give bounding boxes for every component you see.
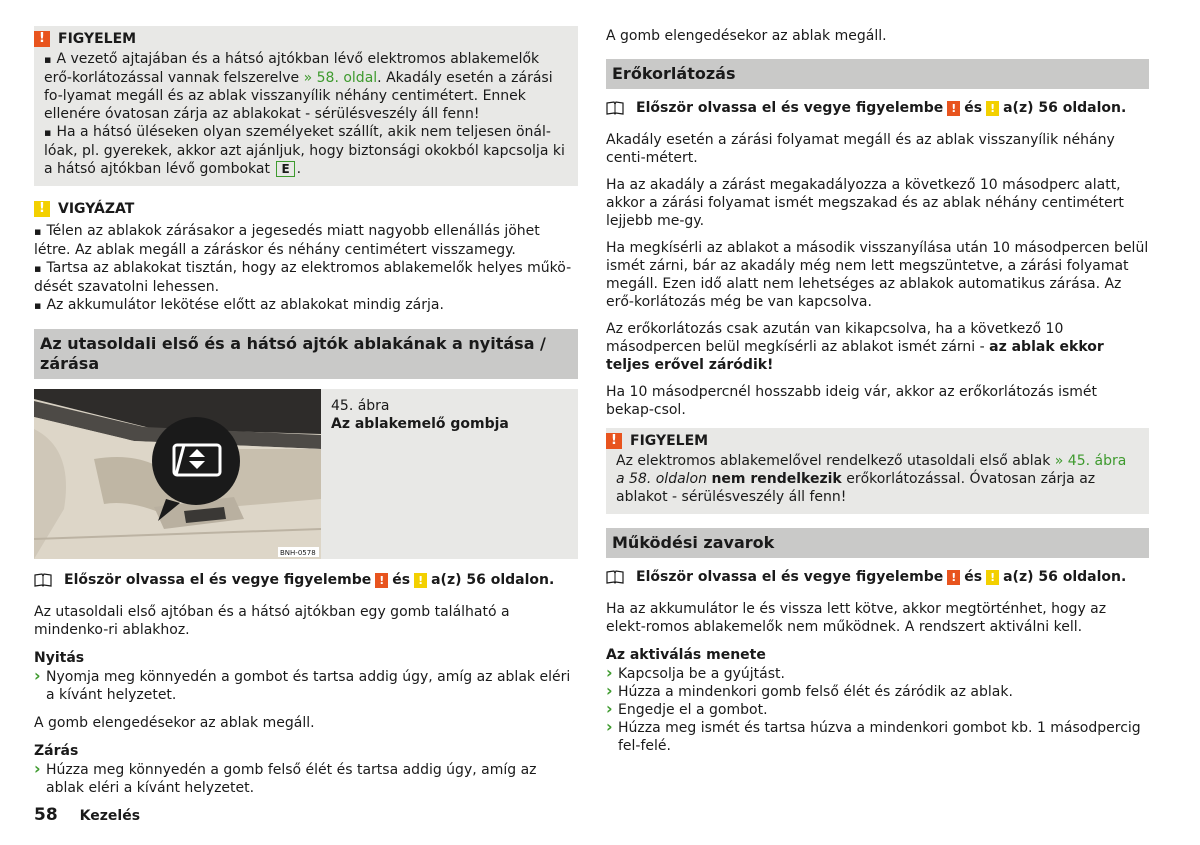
figure-link[interactable]: » 45. ábra — [1054, 453, 1127, 469]
figure-45 — [34, 389, 578, 559]
section-title-malfunctions: Működési zavarok — [606, 528, 1149, 558]
closing-title: Zárás — [34, 743, 79, 759]
caution-title: VIGYÁZAT — [58, 201, 135, 217]
figure-caption — [331, 397, 509, 433]
warning-text: A vezető ajtajában és a hátsó ajtókban lévő elektromos ablakemelők erő-korlátozással vannak felszerelve — [44, 51, 540, 86]
warning-header — [34, 30, 568, 48]
read-first-text: Először olvassa el és vegye figyelembe — [636, 569, 944, 585]
warning-box — [606, 428, 1149, 514]
left-column — [34, 26, 578, 807]
read-first-text: Először olvassa el és vegye figyelembe — [636, 100, 944, 116]
chapter-name: Kezelés — [79, 808, 141, 824]
read-first-note — [606, 568, 1149, 586]
page-ref: a 58. oldalon — [616, 471, 707, 487]
figure-title: Az ablakemelő gombja — [331, 416, 509, 432]
opening-release: A gomb elengedésekor az ablak megáll. — [34, 715, 315, 731]
activation-step: › Húzza a mindenkori gomb felső élét és záródik az ablak. — [606, 683, 1149, 701]
paragraph: Ha megkísérli az ablakot a második visszanyílása után 10 másodpercen belül ismét zárni, bár az akadály még nem lett megszüntetve, a zárási folyamat megáll. Ezen idő alatt nem lehetséges az ablakok automatikus zárása. Az erő-korlátozás még be van kapcsolva. — [606, 240, 1149, 310]
book-icon — [34, 573, 52, 587]
caution-icon: ! — [414, 573, 427, 588]
warning-text: . — [296, 161, 302, 177]
read-first-page: a(z) 56 oldalon. — [1003, 569, 1127, 585]
read-first-and: és — [392, 572, 411, 588]
activation-title: Az aktiválás menete — [606, 647, 766, 663]
caution-icon: ! — [34, 201, 50, 217]
paragraph-text: Az erőkorlátozás csak azután van kikapcsolva, ha a következő 10 másodpercen belül megkísérli az ablakot ismét zárni - — [606, 321, 1064, 355]
closing-release: A gomb elengedésekor az ablak megáll. — [606, 28, 887, 44]
activation-step: › Kapcsolja be a gyújtást. — [606, 665, 1149, 683]
warning-icon: ! — [375, 573, 388, 588]
figure-number: 45. ábra — [331, 398, 390, 414]
activation-step: › Engedje el a gombot. — [606, 701, 1149, 719]
warning-title: FIGYELEM — [630, 433, 709, 449]
caution-icon: ! — [986, 570, 999, 585]
caution-block — [34, 200, 578, 315]
read-first-page: a(z) 56 oldalon. — [431, 572, 555, 588]
figure-code: BNH-0578 — [280, 549, 316, 557]
caution-icon: ! — [986, 101, 999, 116]
button-e-label: E — [276, 161, 294, 177]
caution-bullet: ▪ Télen az ablakok zárásakor a jegesedés miatt nagyobb ellenállás jöhet létre. Az ablak megáll a záráskor és néhány centimétert visszamegy. — [34, 222, 578, 259]
paragraph: Ha 10 másodpercnél hosszabb ideig vár, akkor az erőkorlátozás ismét bekap-csol. — [606, 384, 1097, 418]
paragraph — [606, 320, 1149, 374]
section-title-force-limit: Erőkorlátozás — [606, 59, 1149, 89]
page-number: 58 — [34, 805, 58, 825]
paragraph: Ha az akkumulátor le és vissza lett kötve, akkor megtörténhet, hogy az elekt-romos ablakemelők nem működnek. A rendszert aktiválni kell. — [606, 601, 1107, 635]
read-first-page: a(z) 56 oldalon. — [1003, 100, 1127, 116]
warning-bullet — [44, 50, 568, 123]
warning-text — [616, 452, 1139, 506]
book-icon — [606, 570, 624, 584]
warning-icon: ! — [947, 570, 960, 585]
section-title: Az utasoldali első és a hátsó ajtók ablakának a nyitása / zárása — [34, 329, 578, 379]
warning-bold: nem rendelkezik — [711, 471, 842, 487]
read-first-text: Először olvassa el és vegye figyelembe — [64, 572, 372, 588]
closing-step: › Húzza meg könnyedén a gomb felső élét és tartsa addig úgy, amíg az ablak eléri a kívánt helyzetet. — [34, 761, 578, 797]
opening-step: › Nyomja meg könnyedén a gombot és tartsa addig úgy, amíg az ablak eléri a kívánt helyzetet. — [34, 668, 578, 704]
paragraph: Akadály esetén a zárási folyamat megáll és az ablak visszanyílik néhány centi-métert. — [606, 132, 1115, 166]
warning-icon: ! — [34, 31, 50, 47]
warning-text-part: erőkorlátozással. Óvatosan zárja az ablakot - sérülésveszély áll fenn! — [616, 471, 1096, 505]
intro-paragraph: Az utasoldali első ajtóban és a hátsó ajtókban egy gomb található a mindenko-ri ablakhoz. — [34, 604, 510, 638]
warning-header — [606, 432, 1139, 450]
warning-text: Ha a hátsó üléseken olyan személyeket szállít, akik nem teljesen önál-lóak, pl. gyerekek, akkor azt ajánljuk, hogy biztonsági okokból kapcsolja ki a hátsó ajtókban lévő gombokat — [44, 124, 565, 177]
window-button-illustration — [34, 389, 321, 559]
warning-icon: ! — [606, 433, 622, 449]
warning-bullet — [44, 123, 568, 178]
opening-title: Nyitás — [34, 650, 85, 666]
read-first-and: és — [964, 100, 983, 116]
read-first-and: és — [964, 569, 983, 585]
caution-header — [34, 200, 578, 218]
page-footer — [34, 806, 140, 825]
book-icon — [606, 101, 624, 115]
read-first-note — [34, 571, 578, 589]
activation-step: › Húzza meg ismét és tartsa húzva a mindenkori gombot kb. 1 másodpercig fel-felé. — [606, 719, 1149, 755]
warning-title: FIGYELEM — [58, 31, 137, 47]
warning-text-part: Az elektromos ablakemelővel rendelkező utasoldali első ablak — [616, 453, 1051, 469]
page-link[interactable]: » 58. oldal — [303, 70, 378, 86]
caution-bullet: ▪ Tartsa az ablakokat tisztán, hogy az elektromos ablakemelők helyes műkö-dését szavatolni lehessen. — [34, 259, 578, 296]
paragraph: Ha az akadály a zárást megakadályozza a következő 10 másodperc alatt, akkor a zárási folyamat ismét megszakad és az ablak néhány centimétert lejjebb me-gy. — [606, 177, 1124, 229]
paragraph-bold: az ablak ekkor teljes erővel záródik! — [606, 339, 1104, 373]
right-column — [606, 26, 1149, 755]
caution-bullet: ▪ Az akkumulátor lekötése előtt az ablakokat mindig zárja. — [34, 296, 578, 315]
warning-text: . Akadály esetén a zárási fo-lyamat megáll és az ablak visszanyílik néhány centimétert. Ennek ellenére óvatosan zárja az ablakokat - sérülésveszély áll fenn! — [44, 70, 553, 122]
read-first-note — [606, 99, 1149, 117]
warning-box — [34, 26, 578, 186]
warning-icon: ! — [947, 101, 960, 116]
